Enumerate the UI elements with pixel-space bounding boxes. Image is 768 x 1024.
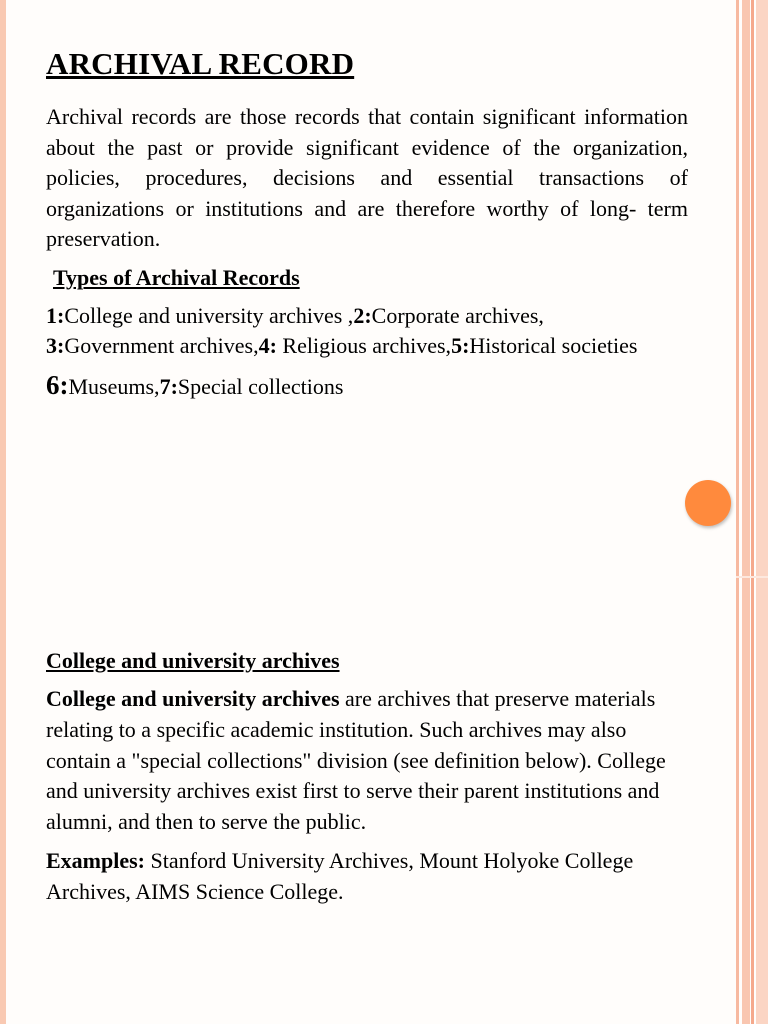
right-stripe-3 <box>751 0 754 1024</box>
type-label: Government archives, <box>64 333 259 359</box>
type-label: Special collections <box>177 373 344 399</box>
section-heading: College and university archives <box>46 648 340 673</box>
section-paragraph-text: are archives that preserve materials relating to a specific academic institution. Such archives may also contain a "special collections" division (see definition below). College and university archives exist first to serve their parent institutions and alumni, and then to serve the public. <box>46 686 666 835</box>
types-heading: Types of Archival Records <box>53 264 300 290</box>
type-number: 3: <box>46 333 65 359</box>
slide-divider <box>736 576 768 578</box>
type-label: Corporate archives, <box>371 302 544 328</box>
right-border-stripes <box>736 0 768 1024</box>
page-title: ARCHIVAL RECORD <box>46 46 355 81</box>
right-stripe-1 <box>736 0 739 1024</box>
type-label: Religious archives, <box>276 333 452 359</box>
type-number: 6: <box>46 369 69 400</box>
section-paragraph <box>46 684 696 838</box>
type-label: Historical societies <box>469 333 638 359</box>
type-label: College and university archives , <box>64 302 354 328</box>
slide-2-content <box>46 646 696 908</box>
right-stripe-2 <box>742 0 750 1024</box>
type-number: 2: <box>353 302 372 328</box>
examples-label: Examples: <box>46 847 145 873</box>
orange-circle-marker <box>685 480 731 526</box>
intro-paragraph: Archival records are those records that contain significant information about the past or provide significant evidence of the organization, policies, procedures, decisions and essential transactions of organizations or institutions and are therefore worthy of long- term preservation. <box>46 104 688 252</box>
right-stripe-4 <box>756 0 768 1024</box>
types-list <box>46 301 688 362</box>
types-list-continued <box>46 370 688 402</box>
type-number: 4: <box>258 333 277 359</box>
section-paragraph-bold: College and university archives <box>46 686 340 711</box>
type-number: 5: <box>451 333 470 359</box>
examples-text: Stanford University Archives, Mount Holyoke College Archives, AIMS Science College. <box>46 847 634 904</box>
type-number: 7: <box>159 373 178 399</box>
type-number: 1: <box>46 302 65 328</box>
left-border-stripe <box>0 0 6 1024</box>
type-label: Museums, <box>68 373 160 399</box>
slide-1-content <box>46 44 688 402</box>
examples-paragraph <box>46 846 696 908</box>
